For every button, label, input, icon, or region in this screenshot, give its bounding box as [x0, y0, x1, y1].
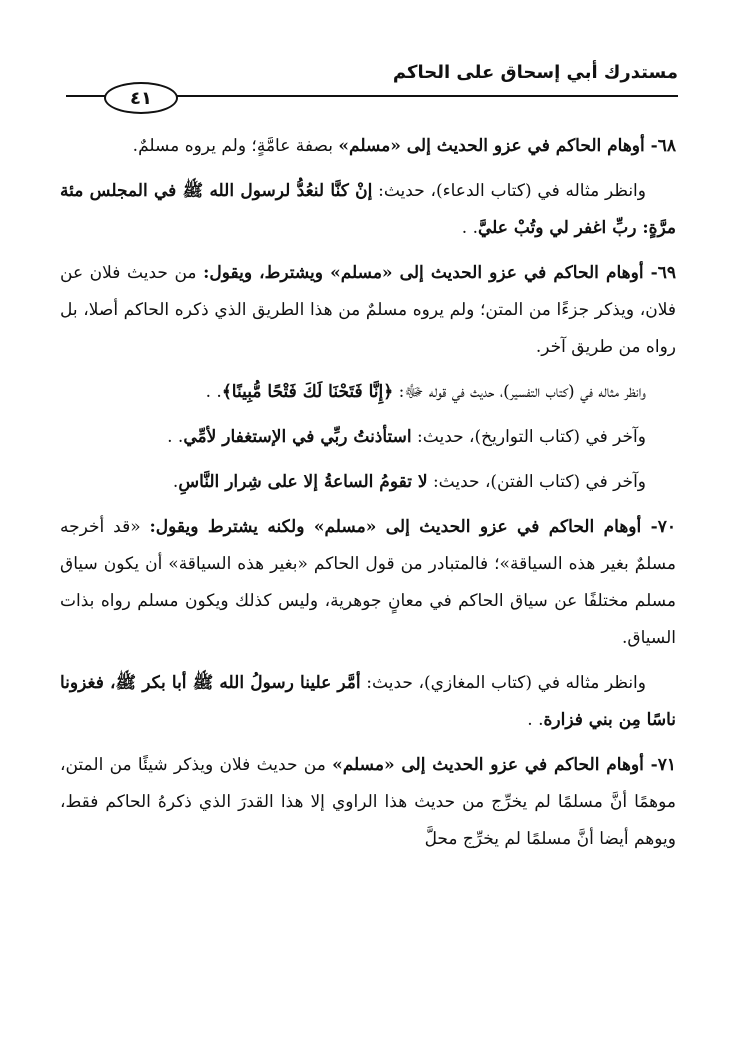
item-heading: أوهام الحاكم في عزو الحديث إلى «مسلم» — [332, 755, 644, 775]
item-heading: أوهام الحاكم في عزو الحديث إلى «مسلم» ولكنه يشترط ويقول: — [149, 517, 642, 537]
example-end: . . — [205, 382, 222, 402]
example-tafsir — [60, 374, 676, 411]
item-number: ٦٩- — [643, 263, 677, 283]
example-dua — [60, 173, 676, 247]
item-heading: أوهام الحاكم في عزو الحديث إلى «مسلم» — [338, 136, 645, 156]
item-text: بصفة عامَّةٍ؛ ولم يروه مسلمٌ. — [132, 136, 339, 156]
item-text: «قد أخرجه مسلمٌ بغير هذه السياقة»؛ فالمتبادر من قول الحاكم «بغير هذه السياقة» أن يكون سياق مسلم مختلفًا عن سياق الحاكم في معانٍ جوهرية، وليس كذلك ويكون مسلم رواه بذات السياق. — [60, 517, 676, 648]
example-fitan — [60, 464, 676, 501]
example-maghazi — [60, 665, 676, 739]
item-70 — [60, 509, 676, 657]
item-text: من حديث فلان عن فلان، ويذكر جزءًا من المتن؛ ولم يروه مسلمٌ من هذا الطريق الذي ذكره الحاكم أصلا، بل رواه من طريق آخر. — [60, 263, 676, 357]
item-number: ٧٠- — [641, 517, 676, 537]
page-body — [60, 128, 676, 866]
example-intro: وآخر في (كتاب الفتن)، حديث: — [427, 472, 646, 492]
hadith-text: إنْ كنَّا لنعُدُّ لرسول الله ﷺ في المجلس مئة مرَّةٍ: ربِّ اغفر لي وتُبْ عليَّ — [60, 181, 676, 238]
hadith-text: أمَّر علينا رسولُ الله ﷺ أبا بكر ﷺ، فغزونا ناسًا مِن بني فزارة — [60, 673, 676, 730]
page-number-badge: ٤١ — [104, 82, 178, 114]
item-number: ٧١- — [643, 755, 676, 775]
item-68 — [60, 128, 676, 165]
quran-verse: ﴿إِنَّا فَتَحْنَا لَكَ فَتْحًا مُّبِينًا﴾ — [221, 382, 394, 402]
example-intro: وانظر مثاله في (كتاب التفسير)، حديث في قوله ﷻ: — [393, 382, 646, 402]
item-text: من حديث فلان ويذكر شيئًا من المتن، موهمًا أنَّ مسلمًا لم يخرِّج من حديث هذا الراوي إلا هذا القدرَ الذي ذكرهُ الحاكم فقط، ويوهم أيضا أنَّ مسلمًا لم يخرِّج محلَّ — [60, 755, 676, 849]
example-end: . . — [461, 218, 478, 238]
example-end: . . — [527, 710, 544, 730]
running-header-title: مستدرك أبي إسحاق على الحاكم — [392, 62, 678, 83]
item-heading: أوهام الحاكم في عزو الحديث إلى «مسلم» ويشترط، ويقول: — [203, 263, 644, 283]
example-end: . — [172, 472, 179, 492]
hadith-text: لا تقومُ الساعةُ إلا على شِرار النَّاسِ — [178, 472, 428, 492]
item-71 — [60, 747, 676, 858]
example-intro: وآخر في (كتاب التواريخ)، حديث: — [411, 427, 646, 447]
example-intro: وانظر مثاله في (كتاب الدعاء)، حديث: — [372, 181, 646, 201]
example-intro: وانظر مثاله في (كتاب المغازي)، حديث: — [360, 673, 646, 693]
item-number: ٦٨- — [644, 136, 676, 156]
hadith-text: استأذنتُ ربِّي في الإستغفار لأمِّي — [183, 427, 412, 447]
example-end: . . — [167, 427, 184, 447]
example-tawarikh — [60, 419, 676, 456]
item-69 — [60, 255, 676, 366]
